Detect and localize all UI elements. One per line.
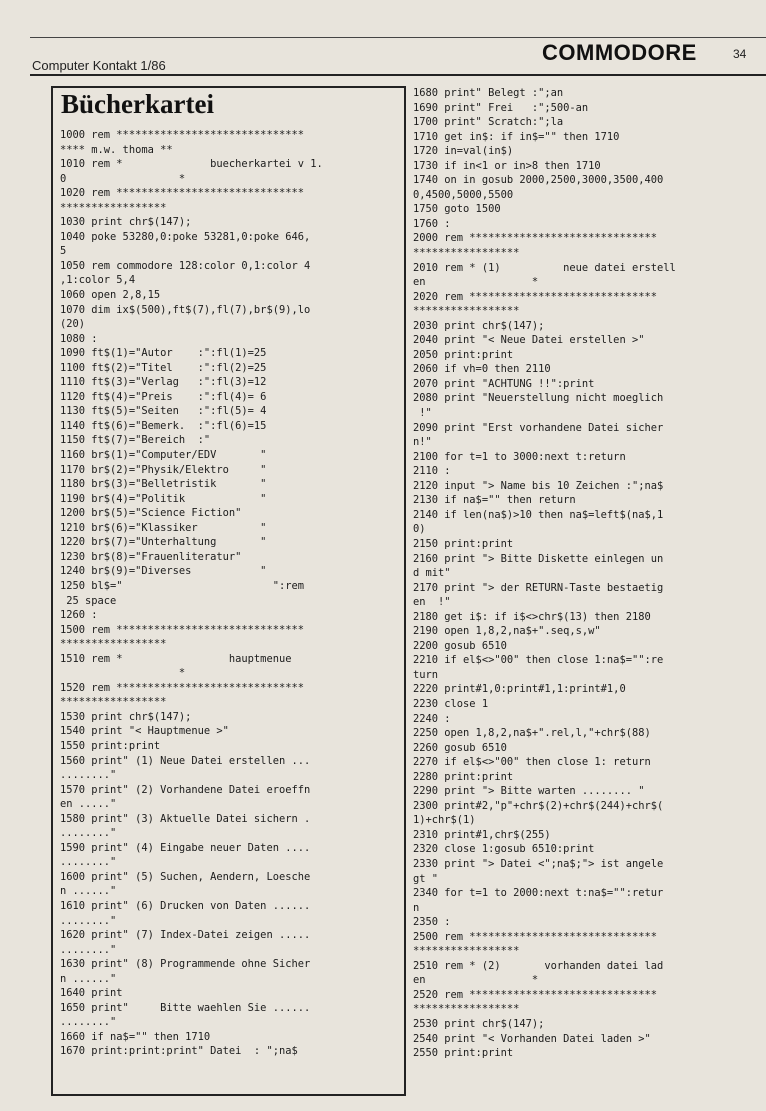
code-line: ........"	[60, 914, 117, 927]
code-line: 1510 rem * hauptmenue	[60, 652, 292, 665]
code-line: *	[60, 667, 186, 680]
code-line: *****************	[60, 638, 167, 651]
code-line: 1200 br$(5)="Science Fiction"	[60, 507, 242, 520]
code-line: 1660 if na$="" then 1710	[60, 1030, 211, 1043]
code-line: 1100 ft$(2)="Titel :":fl(2)=25	[60, 361, 267, 374]
code-line: 2060 if vh=0 then 2110	[413, 363, 551, 376]
code-line: 2140 if len(na$)>10 then na$=left$(na$,1	[413, 508, 664, 521]
code-line: 1670 print:print:print" Datei : ";na$	[60, 1045, 298, 1058]
code-line: ........"	[60, 827, 117, 840]
code-line: 1110 ft$(3)="Verlag :":fl(3)=12	[60, 376, 267, 389]
code-line: 1580 print" (3) Aktuelle Datei sichern .	[60, 812, 311, 825]
code-line: 1600 print" (5) Suchen, Aendern, Loesche	[60, 870, 311, 883]
code-line: 1170 br$(2)="Physik/Elektro "	[60, 463, 267, 476]
code-line: 1)+chr$(1)	[413, 814, 476, 827]
code-line: 1530 print chr$(147);	[60, 710, 192, 723]
code-line: 1730 if in<1 or in>8 then 1710	[413, 159, 601, 172]
code-line: n ......"	[60, 972, 117, 985]
code-line: 2510 rem * (2) vorhanden datei lad	[413, 959, 664, 972]
code-line: 2530 print chr$(147);	[413, 1018, 545, 1030]
code-line: 1630 print" (8) Programmende ohne Sicher	[60, 958, 311, 971]
code-line: 1250 bl$=" ":rem	[60, 579, 304, 592]
code-line: 2350 :	[413, 916, 451, 929]
code-line: 1240 br$(9)="Diverses "	[60, 565, 267, 578]
code-line: 2290 print "> Bitte warten ........ "	[413, 785, 645, 798]
code-line: 2300 print#2,"p"+chr$(2)+chr$(244)+chr$(	[413, 799, 664, 812]
code-line: 2520 rem ******************************	[413, 988, 657, 1001]
code-line: 2020 rem ******************************	[413, 290, 657, 303]
code-line: 2200 gosub 6510	[413, 639, 507, 652]
code-line: 1620 print" (7) Index-Datei zeigen .....	[60, 929, 311, 942]
code-line: 2240 :	[413, 712, 451, 725]
code-line: 2210 if el$<>"00" then close 1:na$="":re	[413, 654, 664, 667]
code-line: 0,4500,5000,5500	[413, 188, 514, 201]
code-line: 2100 for t=1 to 3000:next t:return	[413, 450, 626, 463]
code-line: 2340 for t=1 to 2000:next t:na$="":retur	[413, 887, 664, 900]
code-line: 2090 print "Erst vorhandene Datei sicher	[413, 421, 664, 434]
code-line: 1020 rem ******************************	[60, 187, 304, 200]
code-line: 1190 br$(4)="Politik "	[60, 492, 267, 505]
code-line: 2000 rem ******************************	[413, 232, 657, 245]
code-line: n	[413, 901, 420, 914]
page-header	[0, 0, 766, 78]
code-line: ,1:color 5,4	[60, 274, 136, 287]
code-line: 1640 print	[60, 987, 123, 1000]
code-line: 2130 if na$="" then return	[413, 494, 576, 507]
code-line: 1560 print" (1) Neue Datei erstellen ...	[60, 754, 311, 767]
code-line: d mit"	[413, 567, 451, 580]
code-line: 2190 open 1,8,2,na$+".seq,s,w"	[413, 625, 601, 638]
code-line: 2500 rem ******************************	[413, 930, 657, 943]
code-line: 1500 rem ******************************	[60, 623, 304, 636]
code-line: 2120 input "> Name bis 10 Zeichen :";na$	[413, 479, 664, 492]
code-line: 2230 close 1	[413, 697, 489, 710]
code-line: 0 *	[60, 172, 186, 185]
code-line: 1550 print:print	[60, 739, 161, 752]
code-line: 1690 print" Frei :";500-an	[413, 101, 589, 114]
header-bottom-rule	[30, 74, 766, 76]
code-line: *****************	[413, 305, 520, 318]
code-line: 2220 print#1,0:print#1,1:print#1,0	[413, 683, 626, 696]
code-line: 1130 ft$(5)="Seiten :":fl(5)= 4	[60, 405, 267, 418]
code-line: 1260 :	[60, 609, 98, 622]
code-line: 2270 if el$<>"00" then close 1: return	[413, 756, 651, 769]
code-line: 2070 print "ACHTUNG !!":print	[413, 377, 595, 390]
magazine-issue: Computer Kontakt 1/86	[32, 58, 166, 73]
code-line: 5	[60, 245, 67, 258]
article-title: Bücherkartei	[61, 89, 214, 119]
code-line: 1070 dim ix$(500),ft$(7),fl(7),br$(9),lo	[60, 303, 311, 316]
code-line: 1570 print" (2) Vorhandene Datei eroeffn	[60, 783, 311, 796]
code-line: *****************	[60, 201, 167, 214]
code-line: 1520 rem ******************************	[60, 681, 304, 694]
code-line: 1140 ft$(6)="Bemerk. :":fl(6)=15	[60, 419, 267, 432]
code-line: en ....."	[60, 798, 117, 811]
code-line: 1000 rem ******************************	[60, 129, 304, 141]
code-line: 0)	[413, 523, 426, 536]
page-number: 34	[733, 47, 747, 61]
code-line: en *	[413, 276, 539, 289]
code-line: 2030 print chr$(147);	[413, 319, 545, 332]
code-line: en *	[413, 974, 539, 987]
code-line: 1740 on in gosub 2000,2500,3000,3500,400	[413, 174, 664, 187]
code-line: (20)	[60, 318, 86, 331]
code-line: 1590 print" (4) Eingabe neuer Daten ....	[60, 841, 311, 854]
code-line: 1160 br$(1)="Computer/EDV "	[60, 449, 267, 462]
listing-column-left	[60, 128, 323, 1059]
listing-column-right	[413, 86, 676, 1061]
code-line: turn	[413, 668, 439, 681]
code-line: *****************	[413, 247, 520, 260]
code-line: ........"	[60, 769, 117, 782]
code-line: 2050 print:print	[413, 348, 514, 361]
code-line: *****************	[413, 1003, 520, 1016]
code-line: n!"	[413, 436, 432, 449]
code-line: ........"	[60, 943, 117, 956]
code-line: 1680 print" Belegt :";an	[413, 87, 564, 99]
code-line: 25 space	[60, 594, 117, 607]
code-line: ........"	[60, 1016, 117, 1029]
code-line: *****************	[413, 945, 520, 958]
code-line: 2260 gosub 6510	[413, 741, 507, 754]
section-brand: COMMODORE	[542, 40, 697, 65]
code-line: 1090 ft$(1)="Autor :":fl(1)=25	[60, 347, 267, 360]
code-line: 1650 print" Bitte waehlen Sie ......	[60, 1001, 311, 1014]
code-line: 1710 get in$: if in$="" then 1710	[413, 130, 620, 143]
code-line: 1120 ft$(4)="Preis :":fl(4)= 6	[60, 390, 267, 403]
header-top-rule	[30, 37, 766, 38]
code-line: 1150 ft$(7)="Bereich :"	[60, 434, 211, 447]
code-line: 2540 print "< Vorhanden Datei laden >"	[413, 1032, 651, 1045]
code-line: 2170 print "> der RETURN-Taste bestaetig	[413, 581, 664, 594]
code-line: 1700 print" Scratch:";la	[413, 116, 564, 129]
code-line: **** m.w. thoma **	[60, 143, 173, 156]
code-line: 1230 br$(8)="Frauenliteratur"	[60, 550, 242, 563]
code-line: ........"	[60, 856, 117, 869]
code-line: 2250 open 1,8,2,na$+".rel,l,"+chr$(88)	[413, 727, 651, 740]
code-line: 2330 print "> Datei <";na$;"> ist angele	[413, 857, 664, 870]
code-line: gt "	[413, 872, 439, 885]
code-line: en !"	[413, 596, 451, 609]
code-line: 2150 print:print	[413, 537, 514, 550]
code-line: !"	[413, 407, 432, 420]
code-line: 1180 br$(3)="Belletristik "	[60, 478, 267, 491]
code-line: 1050 rem commodore 128:color 0,1:color 4	[60, 259, 311, 272]
code-line: 1080 :	[60, 332, 98, 345]
code-line: 1750 goto 1500	[413, 203, 501, 216]
code-line: 2180 get i$: if i$<>chr$(13) then 2180	[413, 610, 651, 623]
code-line: 1210 br$(6)="Klassiker "	[60, 521, 267, 534]
code-line: 2080 print "Neuerstellung nicht moeglich	[413, 392, 664, 405]
code-line: 2110 :	[413, 465, 451, 478]
code-line: 2160 print "> Bitte Diskette einlegen un	[413, 552, 664, 565]
code-line: 2280 print:print	[413, 770, 514, 783]
code-line: 1040 poke 53280,0:poke 53281,0:poke 646,	[60, 230, 311, 243]
code-line: 1720 in=val(in$)	[413, 145, 514, 158]
code-line: 1060 open 2,8,15	[60, 289, 161, 302]
code-line: n ......"	[60, 885, 117, 898]
code-line: 1610 print" (6) Drucken von Daten ......	[60, 899, 311, 912]
code-line: *****************	[60, 696, 167, 709]
code-line: 2320 close 1:gosub 6510:print	[413, 843, 595, 856]
code-line: 2040 print "< Neue Datei erstellen >"	[413, 334, 645, 347]
code-line: 2550 print:print	[413, 1047, 514, 1060]
code-line: 1220 br$(7)="Unterhaltung "	[60, 536, 267, 549]
code-line: 2310 print#1,chr$(255)	[413, 828, 551, 841]
code-line: 1030 print chr$(147);	[60, 216, 192, 229]
code-line: 1010 rem * buecherkartei v 1.	[60, 158, 323, 171]
code-line: 1540 print "< Hauptmenue >"	[60, 725, 229, 738]
code-line: 1760 :	[413, 217, 451, 230]
code-line: 2010 rem * (1) neue datei erstell	[413, 261, 676, 274]
